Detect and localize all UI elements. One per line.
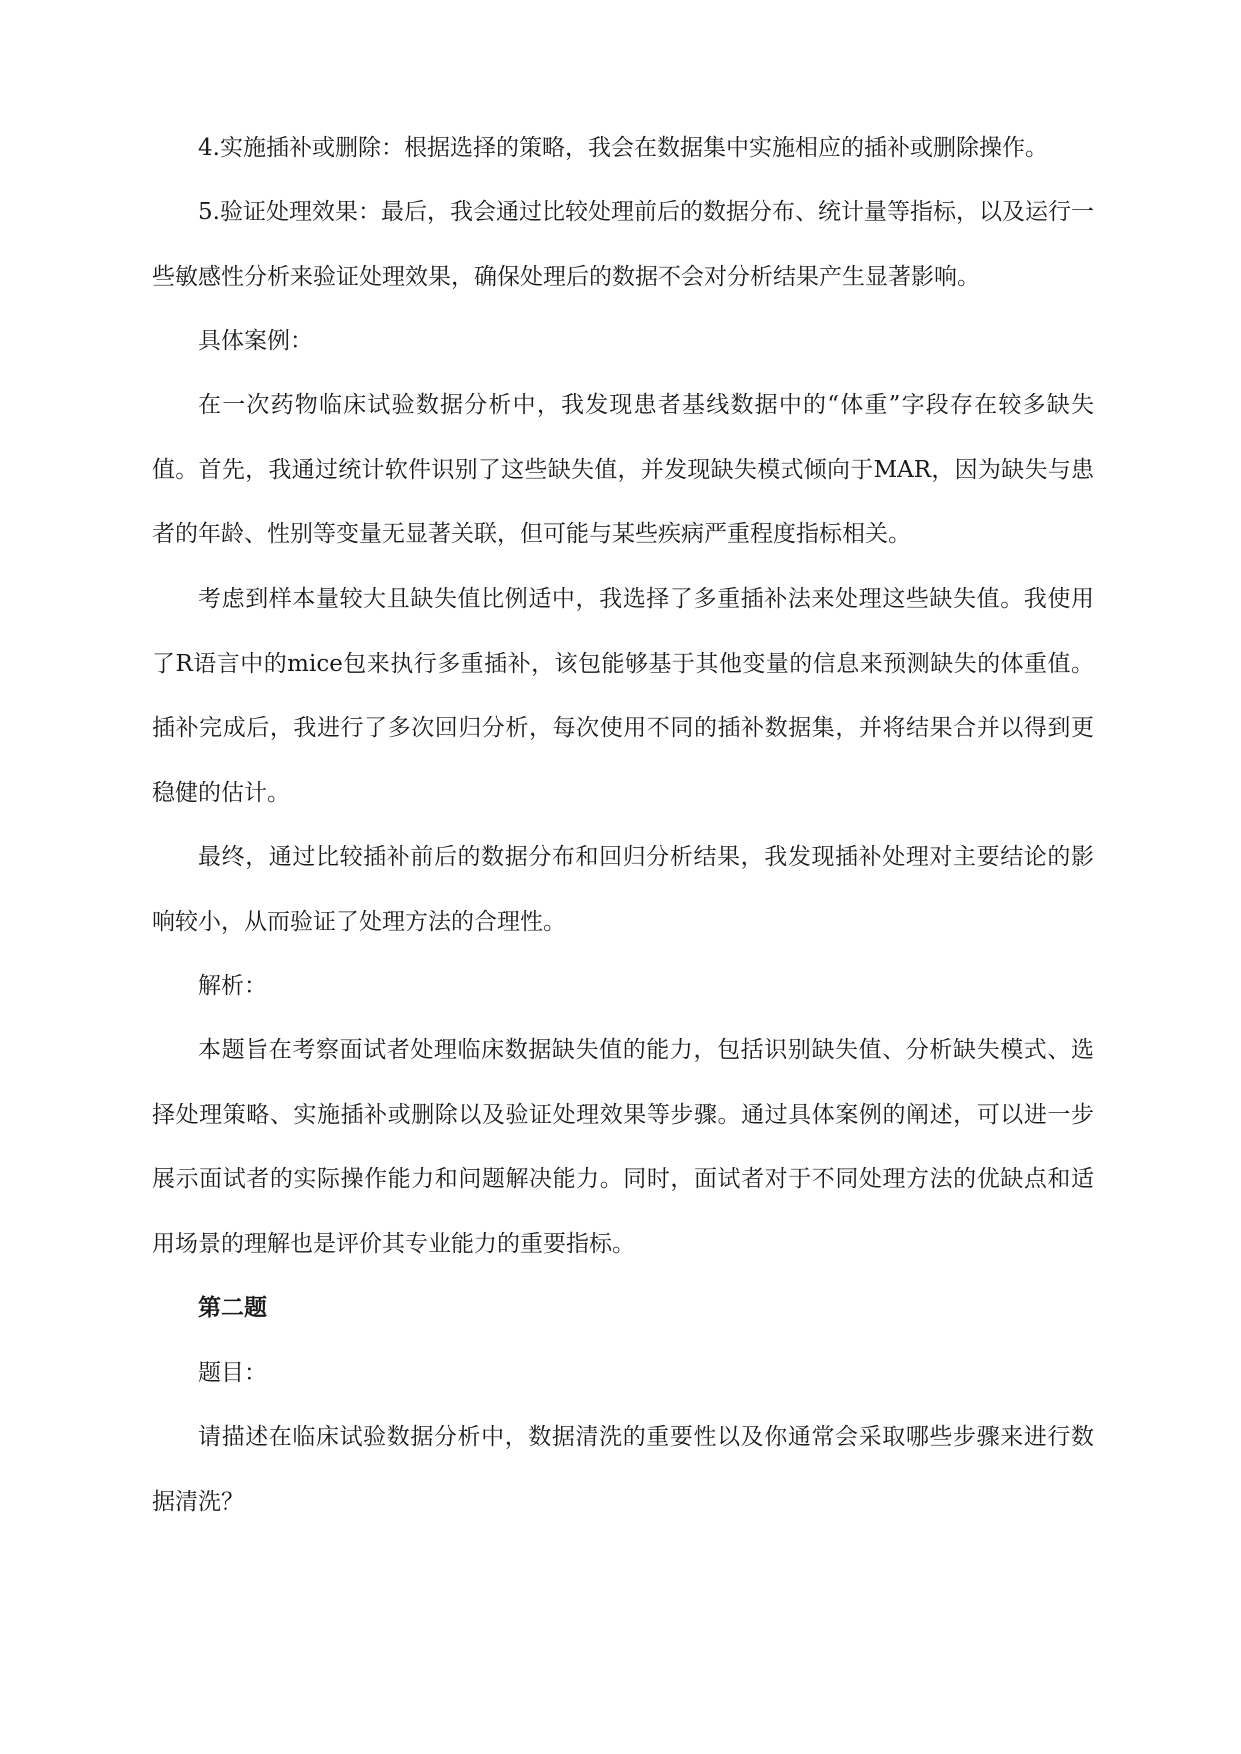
paragraph-step-4: 4.实施插补或删除：根据选择的策略，我会在数据集中实施相应的插补或删除操作。 (198, 135, 1048, 161)
analysis-label: 解析： (198, 973, 267, 999)
paragraph-analysis: 本题旨在考察面试者处理临床数据缺失值的能力，包括识别缺失值、分析缺失模式、选择处理策略、实施插补或删除以及验证处理效果等步骤。通过具体案例的阐述，可以进一步展示面试者的实际操作能力和问题解决能力。同时，面试者对于不同处理方法的优缺点和适用场景的理解也是评价其专业能力的重要指标。 (152, 1037, 1094, 1257)
paragraph-case-method: 考虑到样本量较大且缺失值比例适中，我选择了多重插补法来处理这些缺失值。我使用了R语言中的mice包来执行多重插补，该包能够基于其他变量的信息来预测缺失的体重值。插补完成后，我进行了多次回归分析，每次使用不同的插补数据集，并将结果合并以得到更稳健的估计。 (152, 586, 1094, 806)
paragraph-question: 请描述在临床试验数据分析中，数据清洗的重要性以及你通常会采取哪些步骤来进行数据清洗？ (152, 1424, 1094, 1515)
question-label: 题目： (198, 1360, 267, 1386)
case-label: 具体案例： (198, 328, 313, 354)
paragraph-case-intro: 在一次药物临床试验数据分析中，我发现患者基线数据中的“体重”字段存在较多缺失值。首先，我通过统计软件识别了这些缺失值，并发现缺失模式倾向于MAR，因为缺失与患者的年龄、性别等变量无显著关联，但可能与某些疾病严重程度指标相关。 (152, 392, 1094, 547)
section-heading-question-2: 第二题 (198, 1295, 267, 1321)
paragraph-case-result: 最终，通过比较插补前后的数据分布和回归分析结果，我发现插补处理对主要结论的影响较小，从而验证了处理方法的合理性。 (152, 844, 1094, 935)
paragraph-step-5: 5.验证处理效果：最后，我会通过比较处理前后的数据分布、统计量等指标，以及运行一些敏感性分析来验证处理效果，确保处理后的数据不会对分析结果产生显著影响。 (152, 199, 1094, 290)
